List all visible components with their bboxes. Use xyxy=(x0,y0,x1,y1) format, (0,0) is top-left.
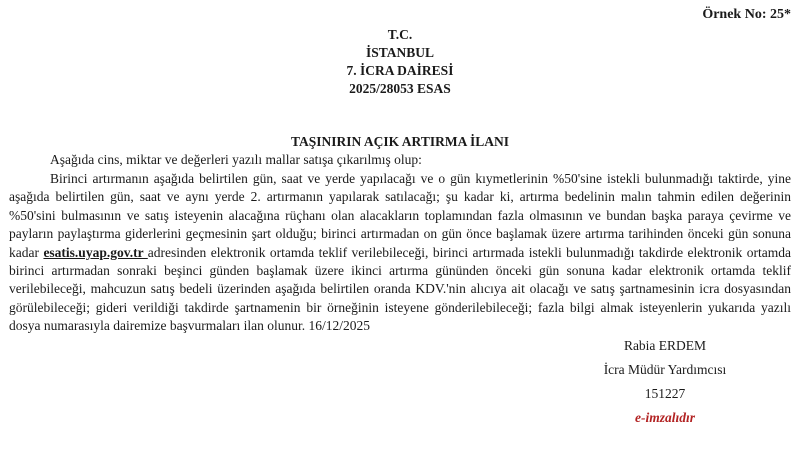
esatis-link[interactable]: esatis.uyap.gov.tr xyxy=(43,244,148,260)
sample-number: Örnek No: 25* xyxy=(702,7,791,22)
body-text-part1: Birinci artırmanın aşağıda belirtilen gün, saat ve yerde yapılacağı ve o gün kıymetlerinin %50'sine istekli bulunmadığı taktirde, yine aşağıda belirtilen gün, saat ve aynı yerde 2. artırmanın yapılarak satılacağı; şu kadar ki, artırma bedelinin malın tahmin edilen değerinin %50'sini bulmasının ve satış isteyenin alacağına rüçhanı olan alacakların toplamından fazla olmasının ve bundan başka paraya çevirme ve payların paylaştırma giderlerini geçmesinin şart olduğu; birinci artırmadan on gün önce başlamak üzere artırma tarihinden önceki gün sonuna kadar xyxy=(9,171,791,260)
office-header xyxy=(0,26,800,98)
body-text-part2: adresinden elektronik ortamda teklif verilebileceği, birinci artırmada istekli bulunmadığı takdirde elektronik ortamda birinci artırmadan sonraki beşinci günden başlamak üzere ikinci artırma gününden önceki gün sonuna kadar elektronik ortamda teklif verilebileceği, mahcuzun satış bedeli üzerinden aşağıda belirtilen oranda KDV.'nin alıcıya ait olacağı ve satış şartnamesinin icra dosyasından görülebileceği; gideri verildiği takdirde şartnamenin bir örneğinin isteyene gönderilebileceği; fazla bilgi almak isteyenlerin yukarıda yazılı dosya numarasıyla dairemize başvurmaları ilan olunur. 16/12/2025 xyxy=(9,244,791,334)
e-signature-label: e-imzalıdır xyxy=(635,410,695,425)
header-country: T.C. xyxy=(387,27,413,42)
header-case-number: 2025/28053 ESAS xyxy=(349,81,451,96)
signer-number: 151227 xyxy=(644,386,686,401)
header-city: İSTANBUL xyxy=(365,45,435,60)
signer-position: İcra Müdür Yardımcısı xyxy=(603,362,727,377)
notice-body xyxy=(9,170,791,336)
notice-intro: Aşağıda cins, miktar ve değerleri yazılı mallar satışa çıkarılmış olup: xyxy=(50,152,422,167)
notice-title: TAŞINIRIN AÇIK ARTIRMA İLANI xyxy=(291,134,509,149)
signer-name: Rabia ERDEM xyxy=(623,338,707,353)
header-office: 7. İCRA DAİRESİ xyxy=(346,63,454,78)
signature-block xyxy=(565,334,765,430)
